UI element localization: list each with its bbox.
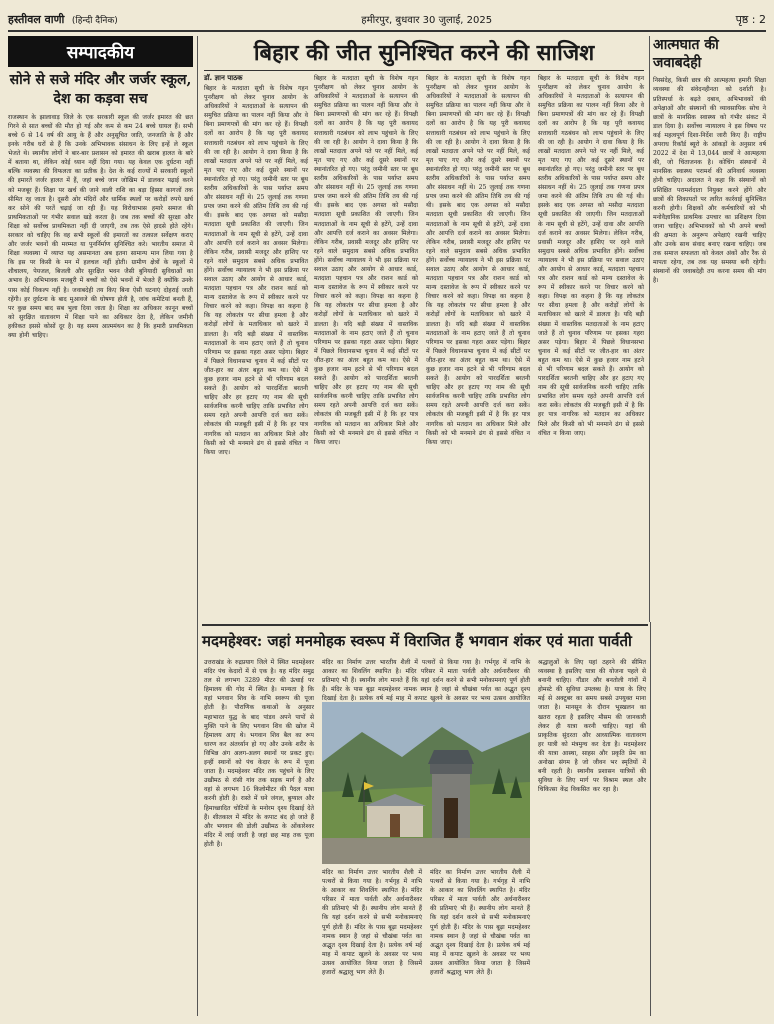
lead-body-col3: बिहार के मतदाता सूची के विशेष गहन पुनरीक्षण को लेकर चुनाव आयोग के अधिकारियों ने मतदाताओं के सत्यापन की समुचित प्रक्रिया का पालन नहीं किया और वे बिना प्रमाणपत्रों की मांग कर रहे हैं। विपक्षी दलों का आरोप है कि यह पूरी कवायद सत्ताधारी गठबंधन को लाभ पहुंचाने के लिए की जा रही है। आयोग ने दावा किया है कि लाखों मतदाता अपने पते पर नहीं मिले, कई मृत पाए गए और कई दूसरे स्थानों पर स्थानांतरित हो गए। परंतु जमीनी स्तर पर बूथ स्तरीय अधिकारियों के पास पर्याप्त समय और संसाधन नहीं थे। 25 जुलाई तक गणना प्रपत्र जमा करने की अंतिम तिथि तय की गई थी। इसके बाद एक अगस्त को मसौदा मतदाता सूची प्रकाशित की जाएगी। जिन मतदाताओं के नाम सूची से हटेंगे, उन्हें दावा और आपत्ति दर्ज कराने का अवसर मिलेगा। लेकिन गरीब, प्रवासी मजदूर और हाशिए पर रहने वाले समुदाय सबसे अधिक प्रभावित होंगे। सर्वोच्च न्यायालय ने भी इस प्रक्रिया पर सवाल उठाए और आयोग से आधार कार्ड, मतदाता पहचान पत्र और राशन कार्ड को मान्य दस्तावेज के रूप में स्वीकार करने पर विचार करने को कहा। विपक्ष का कहना है कि यह लोकतंत्र पर सीधा हमला है और करोड़ों लोगों के मताधिकार को खतरे में डालता है। यदि बड़ी संख्या में वास्तविक मतदाताओं के नाम हटाए जाते हैं तो चुनाव परिणाम पर इसका गहरा असर पड़ेगा। बिहार में पिछले विधानसभा चुनाव में कई सीटों पर जीत-हार का अंतर बहुत कम था। ऐसे में कुछ हजार नाम हटने से भी परिणाम बदल सकते हैं। आयोग को पारदर्शिता बरतनी चाहिए और हर हटाए गए नाम की सूची सार्वजनिक करनी चाहिए ताकि प्रभावित लोग समय रहते अपनी आपत्ति दर्ज करा सकें। लोकतंत्र की मजबूती इसी में है कि हर पात्र नागरिक को मतदान का अधिकार मिले और किसी को भी मनमाने ढंग से इससे वंचित न किया जाए। — [426, 75, 530, 446]
column-rule — [650, 622, 651, 1016]
temple-photo — [322, 702, 530, 864]
feature-body-col2-top: मंदिर का निर्माण उत्तर भारतीय शैली में पत्थरों से किया गया है। गर्भगृह में नाभि के आकार का शिवलिंग स्थापित है। मंदिर परिसर में माता पार्वती और अर्धनारीश्वर की प्रतिमाएं भी हैं। स्थानीय लोग मानते हैं कि यहां दर्शन करने से सभी मनोकामनाएं पूर्ण होती हैं। मंदिर के पास बूढ़ा मदमहेश्वर नामक स्थान है जहां से चौखंबा पर्वत का अद्भुत दृश्य दिखाई देता है। प्रत्येक वर्ष मई माह में कपाट खुलने के अवसर पर भव्य उत्सव आयोजित — [322, 659, 530, 703]
section-heading: सम्पादकीय — [8, 36, 193, 67]
feature-body-col4: श्रद्धालुओं के लिए यहां ठहरने की सीमित व्यवस्था है इसलिए यात्रा की योजना पहले से बनानी चाहिए। गौंडार और बनतोली गांवों में होमस्टे की सुविधा उपलब्ध है। यात्रा के लिए मई से अक्टूबर का समय सबसे उपयुक्त माना जाता है। मानसून के दौरान भूस्खलन का खतरा रहता है इसलिए मौसम की जानकारी लेकर ही यात्रा करनी चाहिए। यहां की प्राकृतिक सुंदरता और आध्यात्मिक वातावरण हर यात्री को मंत्रमुग्ध कर देता है। मदमहेश्वर की यात्रा आस्था, साहस और प्रकृति प्रेम का अनोखा संगम है जो जीवन भर स्मृतियों में बनी रहती है। स्थानीय प्रशासन यात्रियों की सुविधा के लिए मार्ग पर विश्राम स्थल और चिकित्सा केंद्र विकसित कर रहा है। — [538, 659, 646, 794]
lead-byline: डॉ. ज्ञान पाठक — [204, 74, 243, 82]
dateline: हमीरपुर, बुधवार 30 जुलाई, 2025 — [361, 15, 493, 26]
column-rule — [197, 36, 198, 1016]
side-title: आत्मघात की जवाबदेही — [653, 37, 719, 72]
feature-headline: मदमहेश्वर: जहां मनमोहक स्वरूप में विराजित हैं भगवान शंकर एवं माता पार्वती — [202, 632, 632, 650]
lead-body-col4: बिहार के मतदाता सूची के विशेष गहन पुनरीक्षण को लेकर चुनाव आयोग के अधिकारियों ने मतदाताओं के सत्यापन की समुचित प्रक्रिया का पालन नहीं किया और वे बिना प्रमाणपत्रों की मांग कर रहे हैं। विपक्षी दलों का आरोप है कि यह पूरी कवायद सत्ताधारी गठबंधन को लाभ पहुंचाने के लिए की जा रही है। आयोग ने दावा किया है कि लाखों मतदाता अपने पते पर नहीं मिले, कई मृत पाए गए और कई दूसरे स्थानों पर स्थानांतरित हो गए। परंतु जमीनी स्तर पर बूथ स्तरीय अधिकारियों के पास पर्याप्त समय और संसाधन नहीं थे। 25 जुलाई तक गणना प्रपत्र जमा करने की अंतिम तिथि तय की गई थी। इसके बाद एक अगस्त को मसौदा मतदाता सूची प्रकाशित की जाएगी। जिन मतदाताओं के नाम सूची से हटेंगे, उन्हें दावा और आपत्ति दर्ज कराने का अवसर मिलेगा। लेकिन गरीब, प्रवासी मजदूर और हाशिए पर रहने वाले समुदाय सबसे अधिक प्रभावित होंगे। सर्वोच्च न्यायालय ने भी इस प्रक्रिया पर सवाल उठाए और आयोग से आधार कार्ड, मतदाता पहचान पत्र और राशन कार्ड को मान्य दस्तावेज के रूप में स्वीकार करने पर विचार करने को कहा। विपक्ष का कहना है कि यह लोकतंत्र पर सीधा हमला है और करोड़ों लोगों के मताधिकार को खतरे में डालता है। यदि बड़ी संख्या में वास्तविक मतदाताओं के नाम हटाए जाते हैं तो चुनाव परिणाम पर इसका गहरा असर पड़ेगा। बिहार में पिछले विधानसभा चुनाव में कई सीटों पर जीत-हार का अंतर बहुत कम था। ऐसे में कुछ हजार नाम हटने से भी परिणाम बदल सकते हैं। आयोग को पारदर्शिता बरतनी चाहिए और हर हटाए गए नाम की सूची सार्वजनिक करनी चाहिए ताकि प्रभावित लोग समय रहते अपनी आपत्ति दर्ज करा सकें। लोकतंत्र की मजबूती इसी में है कि हर पात्र नागरिक को मतदान का अधिकार मिले और किसी को भी मनमाने ढंग से इससे वंचित न किया जाए। — [538, 75, 644, 437]
brand-name: हस्तीवल वाणी — [8, 12, 65, 26]
column-rule — [649, 36, 650, 622]
feature-rule — [202, 624, 648, 626]
lead-body-col1: बिहार के मतदाता सूची के विशेष गहन पुनरीक्षण को लेकर चुनाव आयोग के अधिकारियों ने मतदाताओं के सत्यापन की समुचित प्रक्रिया का पालन नहीं किया और वे बिना प्रमाणपत्रों की मांग कर रहे हैं। विपक्षी दलों का आरोप है कि यह पूरी कवायद सत्ताधारी गठबंधन को लाभ पहुंचाने के लिए की जा रही है। आयोग ने दावा किया है कि लाखों मतदाता अपने पते पर नहीं मिले, कई मृत पाए गए और कई दूसरे स्थानों पर स्थानांतरित हो गए। परंतु जमीनी स्तर पर बूथ स्तरीय अधिकारियों के पास पर्याप्त समय और संसाधन नहीं थे। 25 जुलाई तक गणना प्रपत्र जमा करने की अंतिम तिथि तय की गई थी। इसके बाद एक अगस्त को मसौदा मतदाता सूची प्रकाशित की जाएगी। जिन मतदाताओं के नाम सूची से हटेंगे, उन्हें दावा और आपत्ति दर्ज कराने का अवसर मिलेगा। लेकिन गरीब, प्रवासी मजदूर और हाशिए पर रहने वाले समुदाय सबसे अधिक प्रभावित होंगे। सर्वोच्च न्यायालय ने भी इस प्रक्रिया पर सवाल उठाए और आयोग से आधार कार्ड, मतदाता पहचान पत्र और राशन कार्ड को मान्य दस्तावेज के रूप में स्वीकार करने पर विचार करने को कहा। विपक्ष का कहना है कि यह लोकतंत्र पर सीधा हमला है और करोड़ों लोगों के मताधिकार को खतरे में डालता है। यदि बड़ी संख्या में वास्तविक मतदाताओं के नाम हटाए जाते हैं तो चुनाव परिणाम पर इसका गहरा असर पड़ेगा। बिहार में पिछले विधानसभा चुनाव में कई सीटों पर जीत-हार का अंतर बहुत कम था। ऐसे में कुछ हजार नाम हटने से भी परिणाम बदल सकते हैं। आयोग को पारदर्शिता बरतनी चाहिए और हर हटाए गए नाम की सूची सार्वजनिक करनी चाहिए ताकि प्रभावित लोग समय रहते अपनी आपत्ति दर्ज करा सकें। लोकतंत्र की मजबूती इसी में है कि हर पात्र नागरिक को मतदान का अधिकार मिले और किसी को भी मनमाने ढंग से इससे वंचित न किया जाए। — [204, 85, 308, 456]
editorial-body: राजस्थान के झालावाड़ जिले के एक सरकारी स्कूल की जर्जर इमारत की छत गिरने से सात बच्चों की मौत हो गई और कम से कम 24 बच्चे घायल हैं। सभी बच्चे 6 से 14 वर्ष की आयु के हैं और अनुसूचित जाति, जनजाति के हैं और इनके गरीब घरों से हैं कि उनके अभिभावक संसाधन के लिए इन्हें ले स्कूल भेजते थे। स्थानीय लोगों ने बार-बार प्रशासन को इमारत की खराब हालत के बारे में बताया था, लेकिन कोई ध्यान नहीं दिया गया। यह केवल एक दुर्घटना नहीं बल्कि व्यवस्था की विफलता का प्रतीक है। देश के कई राज्यों में सरकारी स्कूलों की इमारतें जर्जर हालत में हैं, जहां बच्चे जान जोखिम में डालकर पढ़ाई करने को मजबूर हैं। शिक्षा पर खर्च की जाने वाली राशि का बड़ा हिस्सा कागजों तक सीमित रह जाता है। दूसरी ओर मंदिरों और धार्मिक स्थलों पर करोड़ों रुपये खर्च कर सोने की परतें चढ़ाई जा रही हैं। यह विरोधाभास हमारे समाज की प्राथमिकताओं पर गंभीर सवाल खड़े करता है। जब तक बच्चों की सुरक्षा और शिक्षा को सर्वोच्च प्राथमिकता नहीं दी जाएगी, तब तक ऐसे हादसे होते रहेंगे। सरकार को चाहिए कि वह सभी स्कूलों की इमारतों का तत्काल सर्वेक्षण कराए और जर्जर भवनों की मरम्मत या पुनर्निर्माण सुनिश्चित करे। भारतीय समाज में शिक्षा व्यवस्था में व्याप्त यह असमानता अब इतना सामान्य मान लिया गया है कि इस पर किसी के मन में हलचल नहीं होती। ग्रामीण क्षेत्रों के स्कूलों में शौचालय, पेयजल, बिजली और सुरक्षित भवन जैसी बुनियादी सुविधाओं का अभाव है। अभिभावक मजबूरी में बच्चों को ऐसे भवनों में भेजते हैं क्योंकि उनके पास कोई विकल्प नहीं है। जवाबदेही तय किए बिना ऐसी घटनाएं दोहराई जाती रहेंगी। हर दुर्घटना के बाद मुआवजे की घोषणा होती है, जांच कमेटियां बनती हैं, पर कुछ समय बाद सब भुला दिया जाता है। शिक्षा का अधिकार कानून बच्चों को सुरक्षित वातावरण में शिक्षा पाने का अधिकार देता है, लेकिन जमीनी हकीकत इससे कोसों दूर है। यह समय आत्ममंथन का है कि हमारी प्राथमिकता क्या होनी चाहिए। — [8, 113, 193, 340]
lead-headline: बिहार की जीत सुनिश्चित करने की साजिश — [253, 40, 595, 66]
feature-body-col3-bottom: मंदिर का निर्माण उत्तर भारतीय शैली में पत्थरों से किया गया है। गर्भगृह में नाभि के आकार का शिवलिंग स्थापित है। मंदिर परिसर में माता पार्वती और अर्धनारीश्वर की प्रतिमाएं भी हैं। स्थानीय लोग मानते हैं कि यहां दर्शन करने से सभी मनोकामनाएं पूर्ण होती हैं। मंदिर के पास बूढ़ा मदमहेश्वर नामक स्थान है जहां से चौखंबा पर्वत का अद्भुत दृश्य दिखाई देता है। प्रत्येक वर्ष मई माह में कपाट खुलने के अवसर पर भव्य उत्सव आयोजित किया जाता है जिसमें हजारों श्रद्धालु भाग लेते हैं। — [430, 869, 530, 977]
masthead-brand — [8, 12, 118, 27]
madmaheshwar-temple-image — [322, 702, 530, 864]
page-number: पृष्ठ : 2 — [735, 12, 766, 26]
feature-body-col1: उत्तराखंड के रुद्रप्रयाग जिले में स्थित मदमहेश्वर मंदिर पंच केदारों में से एक है। यह मंदिर समुद्र तल से लगभग 3289 मीटर की ऊंचाई पर हिमालय की गोद में स्थित है। मान्यता है कि यहां भगवान शिव के नाभि स्वरूप की पूजा होती है। पौराणिक कथाओं के अनुसार महाभारत युद्ध के बाद पांडव अपने पापों से मुक्ति पाने के लिए भगवान शिव की खोज में हिमालय आए थे। भगवान शिव बैल का रूप धारण कर अंतर्ध्यान हो गए और उनके शरीर के विभिन्न अंग अलग-अलग स्थानों पर प्रकट हुए। इन्हीं स्थानों को पंच केदार के रूप में पूजा जाता है। मदमहेश्वर मंदिर तक पहुंचने के लिए उखीमठ से रांसी गांव तक सड़क मार्ग है और वहां से लगभग 16 किलोमीटर की पैदल यात्रा करनी होती है। रास्ते में घने जंगल, बुग्याल और हिमाच्छादित चोटियों के मनोरम दृश्य दिखाई देते हैं। शीतकाल में मंदिर के कपाट बंद हो जाते हैं और भगवान की डोली उखीमठ के ओंकारेश्वर मंदिर में लाई जाती है जहां छह माह तक पूजा होती है। — [204, 659, 314, 848]
brand-subtitle: (हिन्दी दैनिक) — [71, 15, 118, 26]
lead-body-col2: बिहार के मतदाता सूची के विशेष गहन पुनरीक्षण को लेकर चुनाव आयोग के अधिकारियों ने मतदाताओं के सत्यापन की समुचित प्रक्रिया का पालन नहीं किया और वे बिना प्रमाणपत्रों की मांग कर रहे हैं। विपक्षी दलों का आरोप है कि यह पूरी कवायद सत्ताधारी गठबंधन को लाभ पहुंचाने के लिए की जा रही है। आयोग ने दावा किया है कि लाखों मतदाता अपने पते पर नहीं मिले, कई मृत पाए गए और कई दूसरे स्थानों पर स्थानांतरित हो गए। परंतु जमीनी स्तर पर बूथ स्तरीय अधिकारियों के पास पर्याप्त समय और संसाधन नहीं थे। 25 जुलाई तक गणना प्रपत्र जमा करने की अंतिम तिथि तय की गई थी। इसके बाद एक अगस्त को मसौदा मतदाता सूची प्रकाशित की जाएगी। जिन मतदाताओं के नाम सूची से हटेंगे, उन्हें दावा और आपत्ति दर्ज कराने का अवसर मिलेगा। लेकिन गरीब, प्रवासी मजदूर और हाशिए पर रहने वाले समुदाय सबसे अधिक प्रभावित होंगे। सर्वोच्च न्यायालय ने भी इस प्रक्रिया पर सवाल उठाए और आयोग से आधार कार्ड, मतदाता पहचान पत्र और राशन कार्ड को मान्य दस्तावेज के रूप में स्वीकार करने पर विचार करने को कहा। विपक्ष का कहना है कि यह लोकतंत्र पर सीधा हमला है और करोड़ों लोगों के मताधिकार को खतरे में डालता है। यदि बड़ी संख्या में वास्तविक मतदाताओं के नाम हटाए जाते हैं तो चुनाव परिणाम पर इसका गहरा असर पड़ेगा। बिहार में पिछले विधानसभा चुनाव में कई सीटों पर जीत-हार का अंतर बहुत कम था। ऐसे में कुछ हजार नाम हटने से भी परिणाम बदल सकते हैं। आयोग को पारदर्शिता बरतनी चाहिए और हर हटाए गए नाम की सूची सार्वजनिक करनी चाहिए ताकि प्रभावित लोग समय रहते अपनी आपत्ति दर्ज करा सकें। लोकतंत्र की मजबूती इसी में है कि हर पात्र नागरिक को मतदान का अधिकार मिले और किसी को भी मनमाने ढंग से इससे वंचित न किया जाए। — [314, 75, 418, 446]
editorial-title: सोने से सजे मंदिर और जर्जर स्कूल, देश का कड़वा सच — [9, 72, 192, 107]
editorial-column — [8, 36, 193, 1016]
side-article — [653, 36, 766, 1011]
side-body: निस्संदेह, किसी छात्र की आत्महत्या हमारी शिक्षा व्यवस्था की संवेदनहीनता को दर्शाती है। प्रतिस्पर्धा के बढ़ते दबाव, अभिभावकों की अपेक्षाओं और संस्थानों की व्यावसायिक सोच ने छात्रों के मानसिक स्वास्थ्य को गंभीर संकट में डाल दिया है। सर्वोच्च न्यायालय ने इस विषय पर कई महत्वपूर्ण दिशा-निर्देश जारी किए हैं। राष्ट्रीय अपराध रिकॉर्ड ब्यूरो के आंकड़ों के अनुसार वर्ष 2022 में देश में 13,044 छात्रों ने आत्महत्या की, जो चिंताजनक है। कोचिंग संस्थानों में मानसिक स्वास्थ्य परामर्श की अनिवार्य व्यवस्था होनी चाहिए। अदालत ने कहा कि संस्थानों को प्रशिक्षित परामर्शदाता नियुक्त करने होंगे और छात्रों की शिकायतों पर त्वरित कार्रवाई सुनिश्चित करनी होगी। शिक्षकों और कर्मचारियों को भी मनोवैज्ञानिक प्राथमिक उपचार का प्रशिक्षण दिया जाना चाहिए। अभिभावकों को भी अपने बच्चों की क्षमता के अनुरूप अपेक्षाएं रखनी चाहिए और उनके साथ संवाद बनाए रखना चाहिए। जब तक समाज सफलता को केवल अंकों और रैंक से मापता रहेगा, तब तक यह समस्या बनी रहेगी। संस्थानों की जवाबदेही तय करना समय की मांग है। — [653, 77, 766, 285]
feature-body-col2-bottom: मंदिर का निर्माण उत्तर भारतीय शैली में पत्थरों से किया गया है। गर्भगृह में नाभि के आकार का शिवलिंग स्थापित है। मंदिर परिसर में माता पार्वती और अर्धनारीश्वर की प्रतिमाएं भी हैं। स्थानीय लोग मानते हैं कि यहां दर्शन करने से सभी मनोकामनाएं पूर्ण होती हैं। मंदिर के पास बूढ़ा मदमहेश्वर नामक स्थान है जहां से चौखंबा पर्वत का अद्भुत दृश्य दिखाई देता है। प्रत्येक वर्ष मई माह में कपाट खुलने के अवसर पर भव्य उत्सव आयोजित किया जाता है जिसमें हजारों श्रद्धालु भाग लेते हैं। — [322, 869, 422, 977]
headline-rule — [204, 70, 644, 71]
masthead — [8, 8, 766, 32]
